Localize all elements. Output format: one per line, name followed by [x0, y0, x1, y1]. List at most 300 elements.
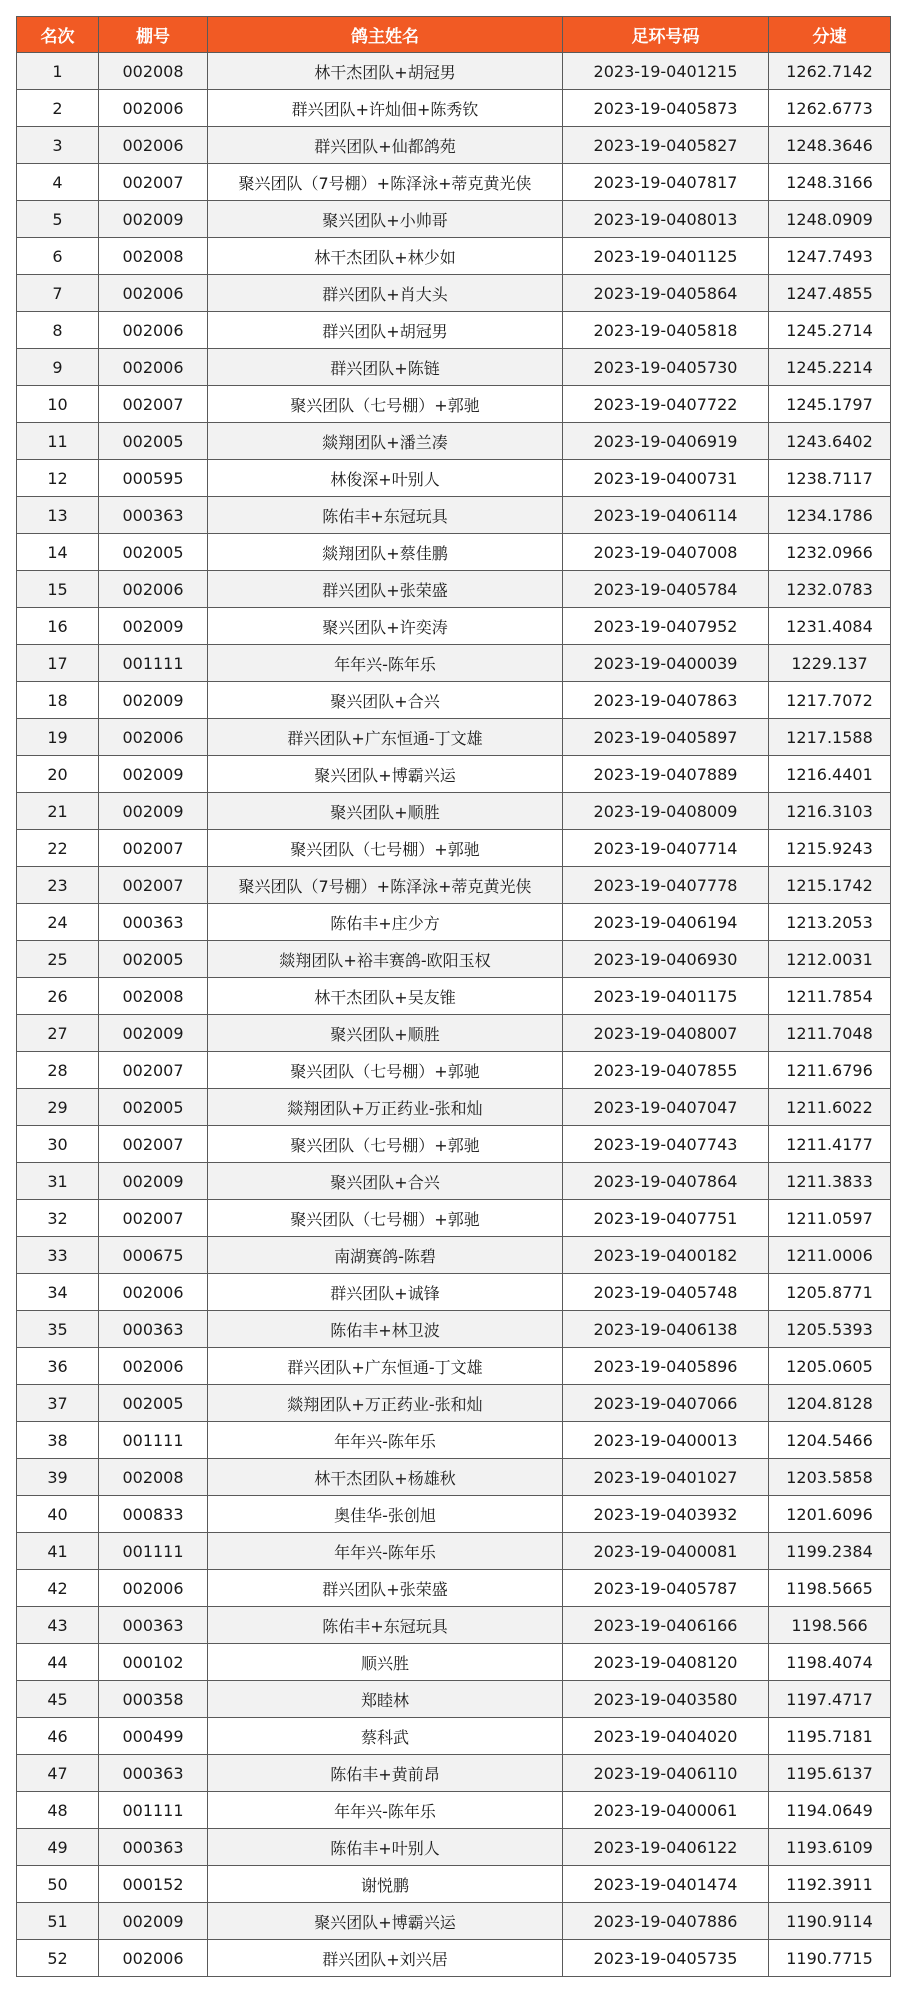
cell-speed: 1205.5393 — [769, 1311, 891, 1348]
cell-owner-name: 陈佑丰+庄少方 — [208, 904, 563, 941]
cell-rank: 39 — [17, 1459, 99, 1496]
cell-loft-number: 000833 — [99, 1496, 208, 1533]
table-row — [17, 1607, 891, 1644]
cell-speed: 1190.9114 — [769, 1903, 891, 1940]
cell-speed: 1247.4855 — [769, 275, 891, 312]
cell-speed: 1243.6402 — [769, 423, 891, 460]
cell-owner-name: 群兴团队+张荣盛 — [208, 1570, 563, 1607]
cell-rank: 44 — [17, 1644, 99, 1681]
cell-rank: 49 — [17, 1829, 99, 1866]
cell-loft-number: 001111 — [99, 1422, 208, 1459]
cell-owner-name: 群兴团队+张荣盛 — [208, 571, 563, 608]
cell-speed: 1192.3911 — [769, 1866, 891, 1903]
cell-loft-number: 002006 — [99, 349, 208, 386]
cell-speed: 1198.5665 — [769, 1570, 891, 1607]
cell-rank: 26 — [17, 978, 99, 1015]
cell-ring-number: 2023-19-0400013 — [563, 1422, 769, 1459]
cell-loft-number: 002007 — [99, 1200, 208, 1237]
cell-loft-number: 002009 — [99, 608, 208, 645]
cell-ring-number: 2023-19-0406919 — [563, 423, 769, 460]
cell-rank: 22 — [17, 830, 99, 867]
cell-speed: 1234.1786 — [769, 497, 891, 534]
cell-speed: 1211.0597 — [769, 1200, 891, 1237]
cell-loft-number: 002006 — [99, 127, 208, 164]
table-row — [17, 53, 891, 90]
cell-owner-name: 群兴团队+广东恒通-丁文雄 — [208, 719, 563, 756]
table-row — [17, 534, 891, 571]
cell-loft-number: 002006 — [99, 571, 208, 608]
cell-rank: 18 — [17, 682, 99, 719]
cell-loft-number: 000102 — [99, 1644, 208, 1681]
cell-rank: 33 — [17, 1237, 99, 1274]
cell-speed: 1190.7715 — [769, 1940, 891, 1977]
cell-loft-number: 002005 — [99, 534, 208, 571]
cell-speed: 1245.2714 — [769, 312, 891, 349]
table-row — [17, 1089, 891, 1126]
cell-loft-number: 000363 — [99, 1607, 208, 1644]
cell-rank: 9 — [17, 349, 99, 386]
cell-owner-name: 群兴团队+陈链 — [208, 349, 563, 386]
cell-rank: 50 — [17, 1866, 99, 1903]
cell-ring-number: 2023-19-0407889 — [563, 756, 769, 793]
table-row — [17, 645, 891, 682]
cell-speed: 1211.6022 — [769, 1089, 891, 1126]
cell-rank: 48 — [17, 1792, 99, 1829]
cell-speed: 1212.0031 — [769, 941, 891, 978]
cell-owner-name: 群兴团队+胡冠男 — [208, 312, 563, 349]
cell-rank: 16 — [17, 608, 99, 645]
cell-ring-number: 2023-19-0401474 — [563, 1866, 769, 1903]
cell-speed: 1248.0909 — [769, 201, 891, 238]
cell-owner-name: 燚翔团队+蔡佳鹏 — [208, 534, 563, 571]
cell-speed: 1231.4084 — [769, 608, 891, 645]
table-row — [17, 349, 891, 386]
cell-owner-name: 群兴团队+许灿佃+陈秀钦 — [208, 90, 563, 127]
cell-ring-number: 2023-19-0405873 — [563, 90, 769, 127]
table-row — [17, 127, 891, 164]
table-row — [17, 423, 891, 460]
cell-ring-number: 2023-19-0406110 — [563, 1755, 769, 1792]
cell-owner-name: 林俊深+叶别人 — [208, 460, 563, 497]
cell-speed: 1215.9243 — [769, 830, 891, 867]
cell-speed: 1216.3103 — [769, 793, 891, 830]
table-row — [17, 1311, 891, 1348]
cell-ring-number: 2023-19-0405787 — [563, 1570, 769, 1607]
cell-loft-number: 002007 — [99, 386, 208, 423]
cell-loft-number: 002009 — [99, 1163, 208, 1200]
cell-speed: 1215.1742 — [769, 867, 891, 904]
cell-ring-number: 2023-19-0407066 — [563, 1385, 769, 1422]
cell-rank: 27 — [17, 1015, 99, 1052]
table-row — [17, 1274, 891, 1311]
cell-rank: 45 — [17, 1681, 99, 1718]
cell-loft-number: 002006 — [99, 719, 208, 756]
cell-ring-number: 2023-19-0407855 — [563, 1052, 769, 1089]
cell-loft-number: 000499 — [99, 1718, 208, 1755]
column-header-owner-name: 鸽主姓名 — [208, 17, 563, 53]
cell-speed: 1198.566 — [769, 1607, 891, 1644]
cell-loft-number: 002007 — [99, 1052, 208, 1089]
table-row — [17, 164, 891, 201]
cell-loft-number: 000363 — [99, 1829, 208, 1866]
cell-owner-name: 奥佳华-张创旭 — [208, 1496, 563, 1533]
cell-ring-number: 2023-19-0407722 — [563, 386, 769, 423]
cell-ring-number: 2023-19-0401175 — [563, 978, 769, 1015]
results-table — [16, 16, 891, 1977]
cell-loft-number: 002008 — [99, 978, 208, 1015]
cell-speed: 1193.6109 — [769, 1829, 891, 1866]
column-header-speed: 分速 — [769, 17, 891, 53]
cell-loft-number: 002009 — [99, 201, 208, 238]
cell-loft-number: 002006 — [99, 1348, 208, 1385]
cell-rank: 46 — [17, 1718, 99, 1755]
table-row — [17, 1163, 891, 1200]
cell-speed: 1211.4177 — [769, 1126, 891, 1163]
cell-owner-name: 年年兴-陈年乐 — [208, 1792, 563, 1829]
cell-loft-number: 002009 — [99, 682, 208, 719]
cell-ring-number: 2023-19-0408007 — [563, 1015, 769, 1052]
cell-ring-number: 2023-19-0405827 — [563, 127, 769, 164]
table-row — [17, 571, 891, 608]
cell-loft-number: 002007 — [99, 830, 208, 867]
cell-ring-number: 2023-19-0401215 — [563, 53, 769, 90]
cell-ring-number: 2023-19-0404020 — [563, 1718, 769, 1755]
table-row — [17, 1385, 891, 1422]
cell-ring-number: 2023-19-0407817 — [563, 164, 769, 201]
cell-rank: 4 — [17, 164, 99, 201]
cell-owner-name: 陈佑丰+东冠玩具 — [208, 497, 563, 534]
cell-loft-number: 002007 — [99, 1126, 208, 1163]
cell-ring-number: 2023-19-0400182 — [563, 1237, 769, 1274]
cell-ring-number: 2023-19-0401125 — [563, 238, 769, 275]
table-row — [17, 682, 891, 719]
cell-ring-number: 2023-19-0400081 — [563, 1533, 769, 1570]
cell-speed: 1211.6796 — [769, 1052, 891, 1089]
table-row — [17, 904, 891, 941]
cell-loft-number: 002008 — [99, 53, 208, 90]
cell-loft-number: 000675 — [99, 1237, 208, 1274]
cell-rank: 42 — [17, 1570, 99, 1607]
cell-rank: 12 — [17, 460, 99, 497]
cell-ring-number: 2023-19-0406122 — [563, 1829, 769, 1866]
cell-ring-number: 2023-19-0407886 — [563, 1903, 769, 1940]
cell-rank: 31 — [17, 1163, 99, 1200]
cell-speed: 1213.2053 — [769, 904, 891, 941]
cell-speed: 1194.0649 — [769, 1792, 891, 1829]
cell-owner-name: 陈佑丰+黄前昂 — [208, 1755, 563, 1792]
column-header-rank: 名次 — [17, 17, 99, 53]
cell-ring-number: 2023-19-0405896 — [563, 1348, 769, 1385]
cell-speed: 1211.3833 — [769, 1163, 891, 1200]
cell-ring-number: 2023-19-0407952 — [563, 608, 769, 645]
cell-rank: 2 — [17, 90, 99, 127]
cell-speed: 1211.7854 — [769, 978, 891, 1015]
column-header-ring-number: 足环号码 — [563, 17, 769, 53]
cell-rank: 28 — [17, 1052, 99, 1089]
cell-speed: 1232.0783 — [769, 571, 891, 608]
cell-speed: 1216.4401 — [769, 756, 891, 793]
cell-speed: 1217.7072 — [769, 682, 891, 719]
cell-owner-name: 聚兴团队+许奕涛 — [208, 608, 563, 645]
table-row — [17, 867, 891, 904]
cell-ring-number: 2023-19-0405897 — [563, 719, 769, 756]
cell-loft-number: 002006 — [99, 1274, 208, 1311]
cell-speed: 1195.7181 — [769, 1718, 891, 1755]
table-row — [17, 1015, 891, 1052]
cell-ring-number: 2023-19-0400731 — [563, 460, 769, 497]
cell-rank: 52 — [17, 1940, 99, 1977]
cell-owner-name: 林干杰团队+吴友锥 — [208, 978, 563, 1015]
cell-loft-number: 000363 — [99, 497, 208, 534]
cell-rank: 24 — [17, 904, 99, 941]
cell-rank: 40 — [17, 1496, 99, 1533]
table-row — [17, 238, 891, 275]
cell-speed: 1211.0006 — [769, 1237, 891, 1274]
table-row — [17, 756, 891, 793]
cell-rank: 11 — [17, 423, 99, 460]
table-row — [17, 1570, 891, 1607]
table-row — [17, 1866, 891, 1903]
cell-speed: 1238.7117 — [769, 460, 891, 497]
cell-rank: 10 — [17, 386, 99, 423]
cell-owner-name: 群兴团队+刘兴居 — [208, 1940, 563, 1977]
cell-speed: 1245.2214 — [769, 349, 891, 386]
cell-speed: 1262.6773 — [769, 90, 891, 127]
table-row — [17, 608, 891, 645]
cell-owner-name: 聚兴团队+小帅哥 — [208, 201, 563, 238]
cell-owner-name: 燚翔团队+万正药业-张和灿 — [208, 1385, 563, 1422]
cell-loft-number: 002005 — [99, 423, 208, 460]
table-row — [17, 90, 891, 127]
table-row — [17, 1052, 891, 1089]
cell-owner-name: 聚兴团队（七号棚）+郭驰 — [208, 1052, 563, 1089]
cell-ring-number: 2023-19-0408120 — [563, 1644, 769, 1681]
cell-rank: 13 — [17, 497, 99, 534]
table-body — [17, 53, 891, 1977]
cell-rank: 14 — [17, 534, 99, 571]
cell-owner-name: 聚兴团队+顺胜 — [208, 793, 563, 830]
table-row — [17, 978, 891, 1015]
cell-loft-number: 001111 — [99, 1533, 208, 1570]
cell-rank: 17 — [17, 645, 99, 682]
cell-speed: 1232.0966 — [769, 534, 891, 571]
cell-loft-number: 002005 — [99, 1089, 208, 1126]
cell-loft-number: 000595 — [99, 460, 208, 497]
cell-rank: 29 — [17, 1089, 99, 1126]
cell-rank: 34 — [17, 1274, 99, 1311]
column-header-loft-number: 棚号 — [99, 17, 208, 53]
cell-rank: 20 — [17, 756, 99, 793]
cell-speed: 1205.0605 — [769, 1348, 891, 1385]
cell-rank: 30 — [17, 1126, 99, 1163]
cell-owner-name: 年年兴-陈年乐 — [208, 645, 563, 682]
table-row — [17, 719, 891, 756]
cell-speed: 1248.3166 — [769, 164, 891, 201]
cell-loft-number: 002007 — [99, 164, 208, 201]
cell-loft-number: 002005 — [99, 941, 208, 978]
cell-speed: 1201.6096 — [769, 1496, 891, 1533]
table-row — [17, 793, 891, 830]
cell-rank: 35 — [17, 1311, 99, 1348]
table-row — [17, 1126, 891, 1163]
cell-rank: 8 — [17, 312, 99, 349]
table-row — [17, 1496, 891, 1533]
cell-owner-name: 林干杰团队+林少如 — [208, 238, 563, 275]
cell-owner-name: 年年兴-陈年乐 — [208, 1422, 563, 1459]
cell-owner-name: 陈佑丰+林卫波 — [208, 1311, 563, 1348]
cell-ring-number: 2023-19-0405730 — [563, 349, 769, 386]
cell-ring-number: 2023-19-0403580 — [563, 1681, 769, 1718]
cell-loft-number: 000358 — [99, 1681, 208, 1718]
cell-speed: 1197.4717 — [769, 1681, 891, 1718]
cell-ring-number: 2023-19-0407008 — [563, 534, 769, 571]
table-row — [17, 201, 891, 238]
cell-ring-number: 2023-19-0405818 — [563, 312, 769, 349]
table-row — [17, 830, 891, 867]
cell-rank: 7 — [17, 275, 99, 312]
cell-owner-name: 陈佑丰+叶别人 — [208, 1829, 563, 1866]
cell-ring-number: 2023-19-0407743 — [563, 1126, 769, 1163]
cell-ring-number: 2023-19-0405864 — [563, 275, 769, 312]
table-row — [17, 386, 891, 423]
cell-owner-name: 郑睦林 — [208, 1681, 563, 1718]
cell-loft-number: 002006 — [99, 275, 208, 312]
cell-rank: 37 — [17, 1385, 99, 1422]
table-row — [17, 1940, 891, 1977]
cell-ring-number: 2023-19-0407751 — [563, 1200, 769, 1237]
cell-loft-number: 002006 — [99, 90, 208, 127]
cell-rank: 1 — [17, 53, 99, 90]
cell-speed: 1211.7048 — [769, 1015, 891, 1052]
cell-owner-name: 聚兴团队+合兴 — [208, 682, 563, 719]
cell-rank: 5 — [17, 201, 99, 238]
cell-speed: 1205.8771 — [769, 1274, 891, 1311]
table-row — [17, 1755, 891, 1792]
cell-owner-name: 林干杰团队+杨雄秋 — [208, 1459, 563, 1496]
cell-owner-name: 聚兴团队（七号棚）+郭驰 — [208, 830, 563, 867]
cell-owner-name: 谢悦鹏 — [208, 1866, 563, 1903]
table-row — [17, 460, 891, 497]
cell-owner-name: 聚兴团队（7号棚）+陈泽泳+蒂克黄光侠 — [208, 867, 563, 904]
cell-rank: 32 — [17, 1200, 99, 1237]
cell-owner-name: 聚兴团队（七号棚）+郭驰 — [208, 1126, 563, 1163]
cell-ring-number: 2023-19-0400061 — [563, 1792, 769, 1829]
cell-speed: 1247.7493 — [769, 238, 891, 275]
cell-owner-name: 聚兴团队+顺胜 — [208, 1015, 563, 1052]
cell-loft-number: 002005 — [99, 1385, 208, 1422]
cell-ring-number: 2023-19-0401027 — [563, 1459, 769, 1496]
cell-owner-name: 蔡科武 — [208, 1718, 563, 1755]
cell-ring-number: 2023-19-0408013 — [563, 201, 769, 238]
cell-speed: 1229.137 — [769, 645, 891, 682]
table-row — [17, 1718, 891, 1755]
cell-ring-number: 2023-19-0407778 — [563, 867, 769, 904]
cell-speed: 1262.7142 — [769, 53, 891, 90]
cell-speed: 1248.3646 — [769, 127, 891, 164]
cell-ring-number: 2023-19-0406166 — [563, 1607, 769, 1644]
table-row — [17, 1829, 891, 1866]
cell-ring-number: 2023-19-0405748 — [563, 1274, 769, 1311]
cell-loft-number: 002009 — [99, 756, 208, 793]
cell-ring-number: 2023-19-0406194 — [563, 904, 769, 941]
cell-loft-number: 002009 — [99, 793, 208, 830]
cell-loft-number: 001111 — [99, 645, 208, 682]
cell-owner-name: 群兴团队+肖大头 — [208, 275, 563, 312]
table-row — [17, 1533, 891, 1570]
cell-ring-number: 2023-19-0400039 — [563, 645, 769, 682]
table-header-row — [17, 17, 891, 53]
cell-loft-number: 002009 — [99, 1903, 208, 1940]
cell-loft-number: 000152 — [99, 1866, 208, 1903]
cell-owner-name: 聚兴团队+博霸兴运 — [208, 1903, 563, 1940]
cell-ring-number: 2023-19-0407714 — [563, 830, 769, 867]
cell-owner-name: 顺兴胜 — [208, 1644, 563, 1681]
cell-speed: 1203.5858 — [769, 1459, 891, 1496]
table-row — [17, 1681, 891, 1718]
cell-speed: 1199.2384 — [769, 1533, 891, 1570]
cell-loft-number: 002006 — [99, 312, 208, 349]
cell-ring-number: 2023-19-0406138 — [563, 1311, 769, 1348]
table-row — [17, 1200, 891, 1237]
cell-owner-name: 聚兴团队（七号棚）+郭驰 — [208, 386, 563, 423]
cell-owner-name: 群兴团队+仙都鸽苑 — [208, 127, 563, 164]
cell-rank: 43 — [17, 1607, 99, 1644]
cell-owner-name: 南湖赛鸽-陈碧 — [208, 1237, 563, 1274]
cell-ring-number: 2023-19-0408009 — [563, 793, 769, 830]
cell-loft-number: 002009 — [99, 1015, 208, 1052]
table-row — [17, 497, 891, 534]
cell-owner-name: 聚兴团队+合兴 — [208, 1163, 563, 1200]
cell-ring-number: 2023-19-0405735 — [563, 1940, 769, 1977]
cell-ring-number: 2023-19-0403932 — [563, 1496, 769, 1533]
table-row — [17, 1644, 891, 1681]
cell-owner-name: 聚兴团队（7号棚）+陈泽泳+蒂克黄光侠 — [208, 164, 563, 201]
cell-ring-number: 2023-19-0406114 — [563, 497, 769, 534]
cell-loft-number: 000363 — [99, 904, 208, 941]
cell-owner-name: 陈佑丰+东冠玩具 — [208, 1607, 563, 1644]
cell-ring-number: 2023-19-0405784 — [563, 571, 769, 608]
cell-rank: 51 — [17, 1903, 99, 1940]
cell-speed: 1204.5466 — [769, 1422, 891, 1459]
cell-owner-name: 燚翔团队+潘兰凑 — [208, 423, 563, 460]
table-row — [17, 1792, 891, 1829]
cell-rank: 47 — [17, 1755, 99, 1792]
cell-owner-name: 聚兴团队（七号棚）+郭驰 — [208, 1200, 563, 1237]
cell-rank: 23 — [17, 867, 99, 904]
cell-owner-name: 聚兴团队+博霸兴运 — [208, 756, 563, 793]
cell-rank: 15 — [17, 571, 99, 608]
cell-rank: 3 — [17, 127, 99, 164]
cell-ring-number: 2023-19-0406930 — [563, 941, 769, 978]
table-row — [17, 1237, 891, 1274]
cell-loft-number: 002007 — [99, 867, 208, 904]
cell-owner-name: 群兴团队+广东恒通-丁文雄 — [208, 1348, 563, 1385]
cell-rank: 19 — [17, 719, 99, 756]
cell-ring-number: 2023-19-0407864 — [563, 1163, 769, 1200]
cell-owner-name: 林干杰团队+胡冠男 — [208, 53, 563, 90]
cell-rank: 36 — [17, 1348, 99, 1385]
cell-loft-number: 000363 — [99, 1311, 208, 1348]
cell-ring-number: 2023-19-0407863 — [563, 682, 769, 719]
cell-owner-name: 燚翔团队+万正药业-张和灿 — [208, 1089, 563, 1126]
table-row — [17, 941, 891, 978]
cell-rank: 25 — [17, 941, 99, 978]
cell-speed: 1198.4074 — [769, 1644, 891, 1681]
cell-speed: 1195.6137 — [769, 1755, 891, 1792]
table-row — [17, 1459, 891, 1496]
cell-loft-number: 002008 — [99, 1459, 208, 1496]
cell-owner-name: 群兴团队+诚锋 — [208, 1274, 563, 1311]
